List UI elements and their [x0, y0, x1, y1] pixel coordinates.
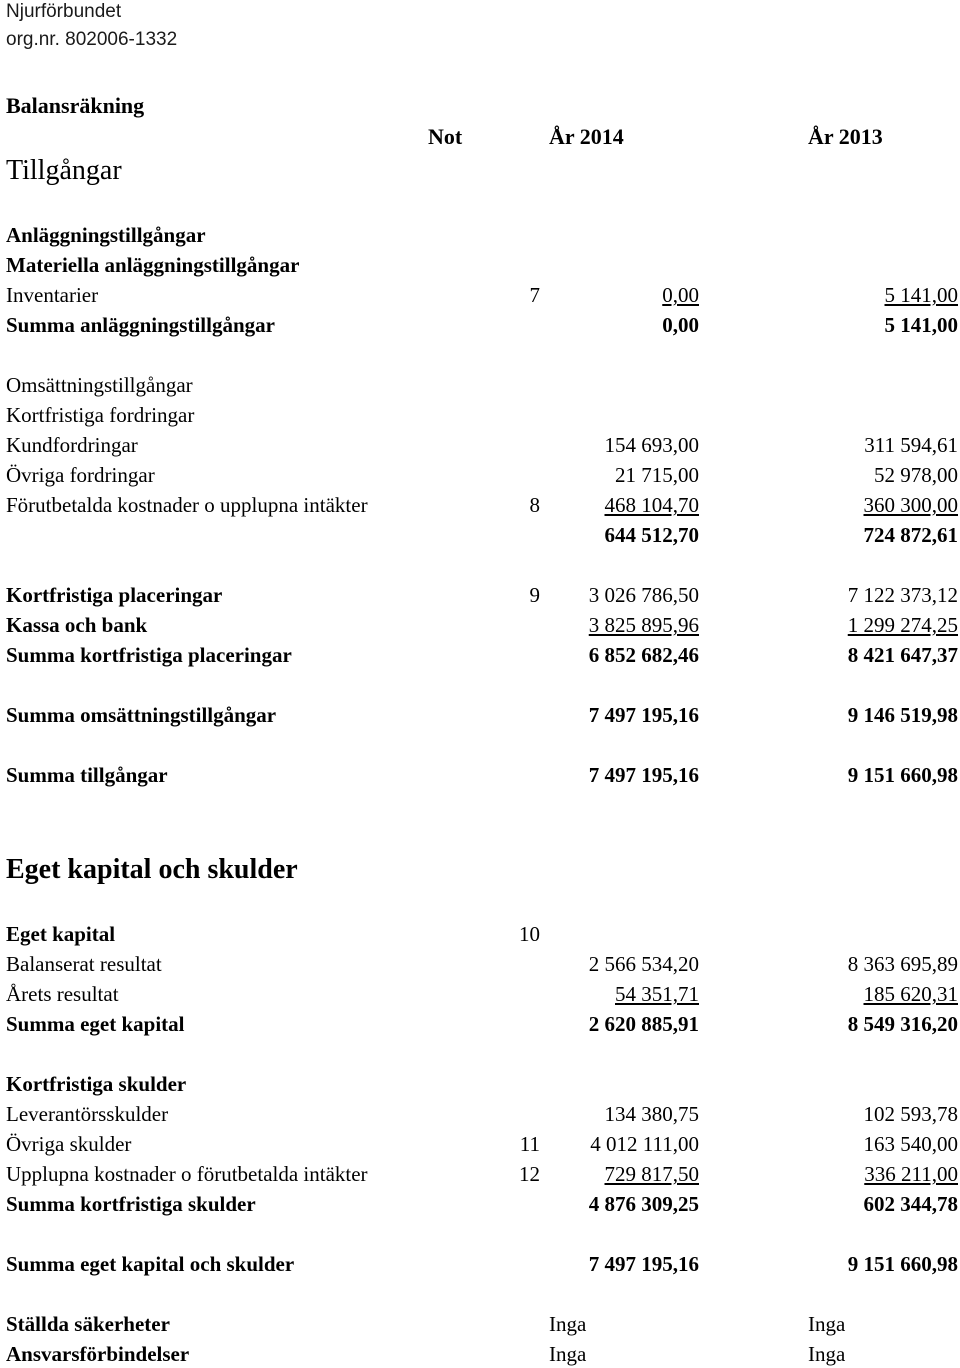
row-value-2014: 4 876 309,25 — [588, 1192, 699, 1216]
row-label: Upplupna kostnader o förutbetalda intäkter — [6, 1162, 368, 1186]
balance-row — [0, 1160, 960, 1188]
row-value-2014: 7 497 195,16 — [588, 703, 699, 727]
row-value-2014: 154 693,00 — [604, 433, 699, 457]
row-value-2013: 724 872,61 — [863, 523, 958, 547]
row-label: Ställda säkerheter — [6, 1312, 170, 1336]
balance-row — [0, 611, 960, 639]
column-header-year-2014: År 2014 — [549, 124, 624, 149]
balance-row — [0, 920, 960, 948]
row-value-2013: 5 141,00 — [884, 283, 958, 307]
row-label: Summa eget kapital — [6, 1012, 185, 1036]
row-value-2013: 8 421 647,37 — [847, 643, 958, 667]
row-value-2013: 8 363 695,89 — [847, 952, 958, 976]
row-value-2014: 7 497 195,16 — [588, 763, 699, 787]
row-value-2013: Inga — [808, 1342, 846, 1366]
row-value-2013: 163 540,00 — [863, 1132, 958, 1156]
balance-row — [0, 1010, 960, 1038]
column-header-year-2013: År 2013 — [808, 124, 883, 149]
balance-row — [0, 281, 960, 309]
balance-row — [0, 221, 960, 249]
balance-row — [0, 980, 960, 1008]
balance-row — [0, 950, 960, 978]
row-label: Årets resultat — [6, 982, 119, 1006]
organization-name: Njurförbundet — [6, 1, 122, 22]
balance-row — [0, 581, 960, 609]
row-value-2014: 3 825 895,96 — [588, 613, 699, 637]
balance-row — [0, 491, 960, 519]
row-label: Leverantörsskulder — [6, 1102, 169, 1126]
row-value-2013: 311 594,61 — [864, 433, 958, 457]
row-value-2013: 185 620,31 — [863, 982, 958, 1006]
balance-row — [0, 701, 960, 729]
row-value-2013: 360 300,00 — [863, 493, 958, 517]
balance-row — [0, 401, 960, 429]
row-value-2014: 7 497 195,16 — [588, 1252, 699, 1276]
row-value-2013: 52 978,00 — [874, 463, 958, 487]
row-value-2013: 102 593,78 — [863, 1102, 958, 1126]
row-label: Summa omsättningstillgångar — [6, 703, 277, 727]
row-label: Inventarier — [6, 283, 99, 307]
row-value-2014: 2 620 885,91 — [588, 1012, 699, 1036]
row-label: Summa kortfristiga placeringar — [6, 643, 292, 667]
row-label: Summa anläggningstillgångar — [6, 313, 275, 337]
row-value-2014: 6 852 682,46 — [588, 643, 699, 667]
balance-row — [0, 1070, 960, 1098]
row-value-2014: 134 380,75 — [604, 1102, 699, 1126]
row-value-2014: 729 817,50 — [604, 1162, 699, 1186]
row-value-2013: 8 549 316,20 — [847, 1012, 958, 1036]
column-header-note: Not — [428, 124, 463, 149]
balance-row — [0, 461, 960, 489]
row-label: Kortfristiga fordringar — [6, 403, 195, 427]
row-value-2014: Inga — [549, 1312, 587, 1336]
organization-number: org.nr. 802006-1332 — [6, 29, 178, 50]
row-note: 7 — [529, 283, 540, 307]
row-value-2014: 0,00 — [662, 313, 699, 337]
row-label: Balanserat resultat — [6, 952, 162, 976]
row-value-2014: 468 104,70 — [604, 493, 699, 517]
row-value-2014: 0,00 — [662, 283, 699, 307]
row-note: 10 — [519, 922, 540, 946]
row-label: Summa tillgångar — [6, 763, 168, 787]
row-value-2014: 54 351,71 — [615, 982, 699, 1006]
row-value-2014: 3 026 786,50 — [588, 583, 699, 607]
row-value-2013: 9 151 660,98 — [847, 763, 958, 787]
row-label: Övriga fordringar — [6, 463, 155, 487]
row-label: Kundfordringar — [6, 433, 138, 457]
balance-row — [0, 1130, 960, 1158]
row-value-2014: 21 715,00 — [615, 463, 699, 487]
row-value-2013: 9 146 519,98 — [847, 703, 958, 727]
row-value-2014: Inga — [549, 1342, 587, 1366]
balance-row — [0, 761, 960, 789]
row-note: 11 — [519, 1132, 540, 1156]
section-title-assets: Tillgångar — [6, 155, 122, 186]
row-label: Anläggningstillgångar — [6, 223, 206, 247]
row-value-2014: 4 012 111,00 — [590, 1132, 699, 1156]
section-title-equity-liabilities: Eget kapital och skulder — [6, 854, 298, 885]
balance-row — [0, 641, 960, 669]
row-label: Omsättningstillgångar — [6, 373, 193, 397]
balance-row — [0, 1340, 960, 1368]
balance-row — [0, 1190, 960, 1218]
row-label: Kortfristiga skulder — [6, 1072, 187, 1096]
row-label: Kortfristiga placeringar — [6, 583, 223, 607]
row-value-2014: 2 566 534,20 — [588, 952, 699, 976]
row-label: Ansvarsförbindelser — [6, 1342, 190, 1366]
balance-row — [0, 371, 960, 399]
row-label: Summa eget kapital och skulder — [6, 1252, 295, 1276]
balance-row — [0, 311, 960, 339]
balance-row — [0, 521, 960, 549]
row-label: Eget kapital — [6, 922, 116, 946]
row-label: Förutbetalda kostnader o upplupna intäkter — [6, 493, 368, 517]
balance-row — [0, 1250, 960, 1278]
balance-row — [0, 431, 960, 459]
row-value-2013: 5 141,00 — [884, 313, 958, 337]
row-label: Summa kortfristiga skulder — [6, 1192, 256, 1216]
row-label: Övriga skulder — [6, 1132, 132, 1156]
row-label: Kassa och bank — [6, 613, 148, 637]
balance-row — [0, 251, 960, 279]
row-value-2013: 336 211,00 — [864, 1162, 958, 1186]
row-value-2014: 644 512,70 — [604, 523, 699, 547]
row-value-2013: 7 122 373,12 — [847, 583, 958, 607]
row-note: 8 — [529, 493, 540, 517]
row-value-2013: 1 299 274,25 — [847, 613, 958, 637]
balance-row — [0, 1100, 960, 1128]
balance-row — [0, 1310, 960, 1338]
row-value-2013: 9 151 660,98 — [847, 1252, 958, 1276]
row-note: 12 — [519, 1162, 540, 1186]
row-label: Materiella anläggningstillgångar — [6, 253, 300, 277]
row-value-2013: Inga — [808, 1312, 846, 1336]
document-title: Balansräkning — [6, 93, 145, 118]
row-value-2013: 602 344,78 — [863, 1192, 958, 1216]
row-note: 9 — [529, 583, 540, 607]
